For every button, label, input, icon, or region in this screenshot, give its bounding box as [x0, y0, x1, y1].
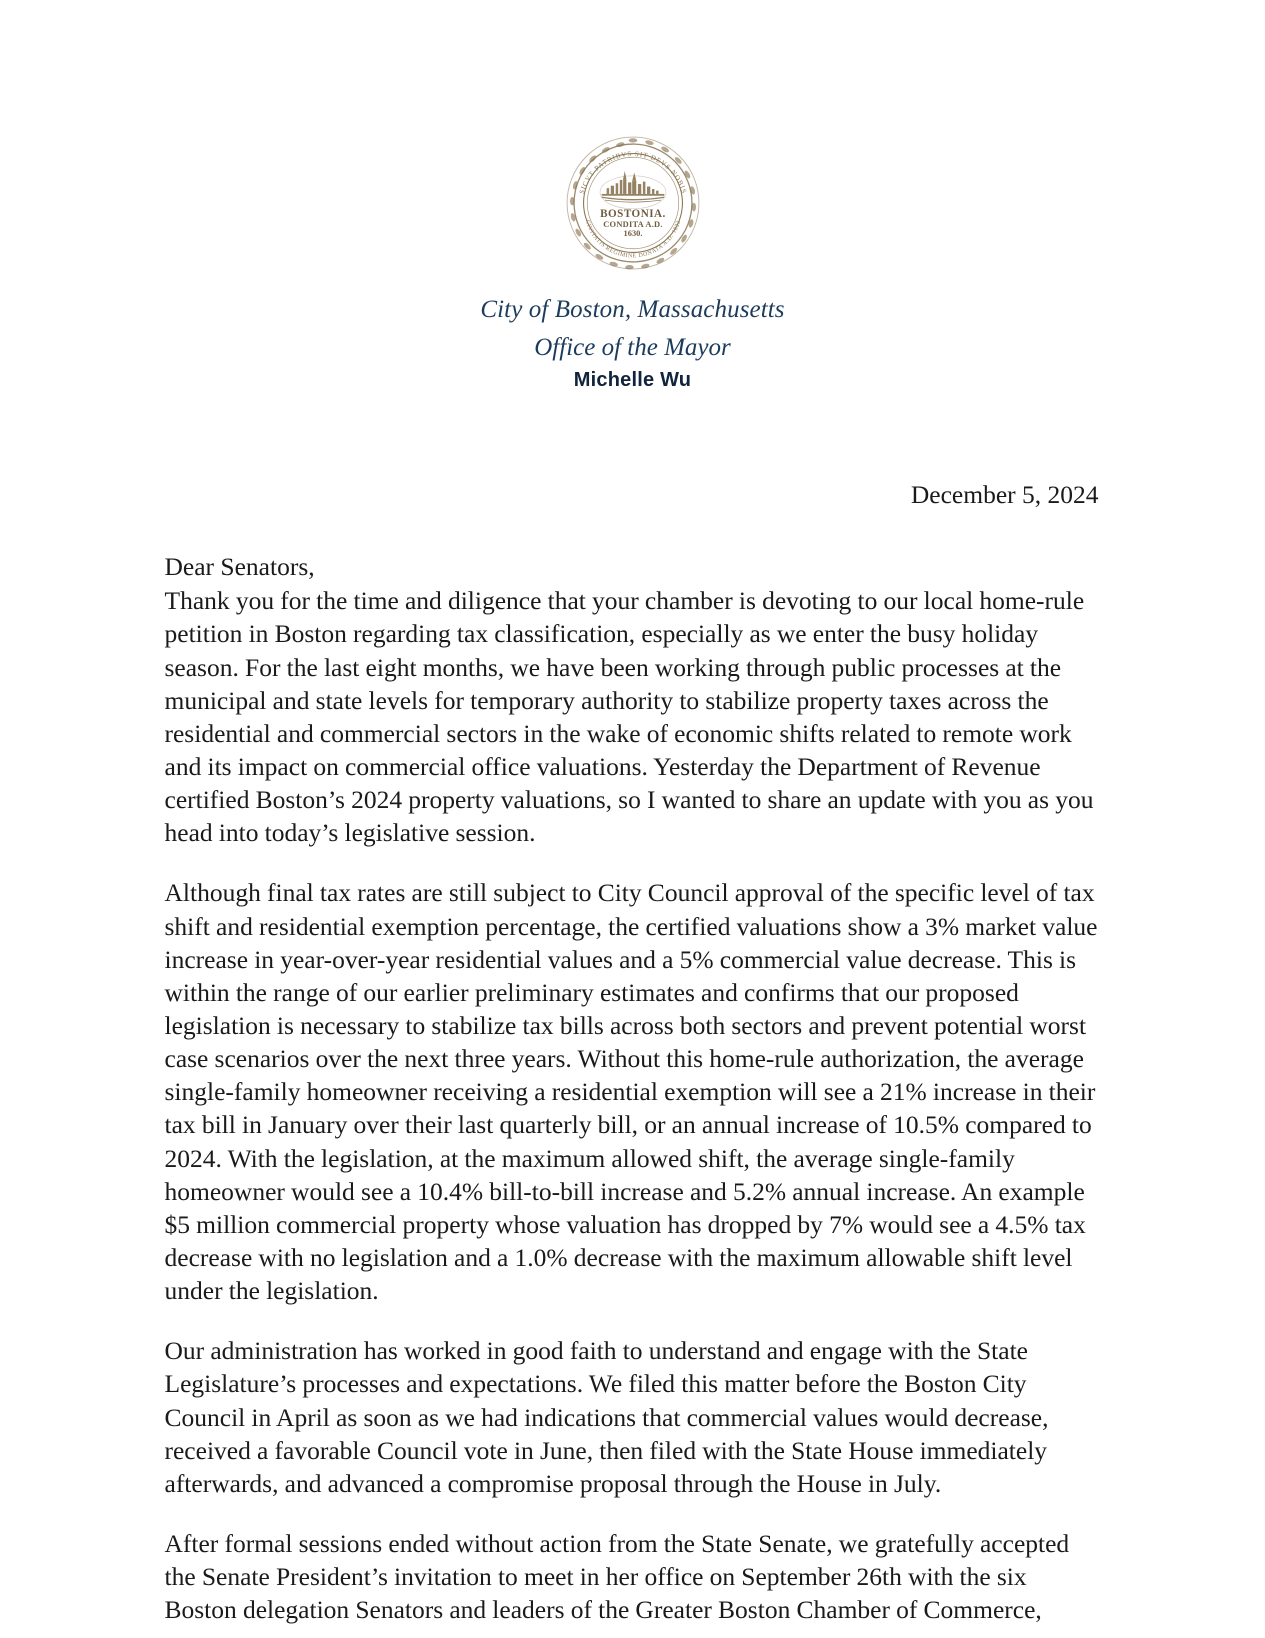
- letterhead: [0, 0, 1265, 392]
- letter-salutation: Dear Senators,: [164, 551, 315, 581]
- letter-paragraph: Thank you for the time and diligence that your chamber is devoting to our local home-rule petition in Boston regarding tax classification, especially as we enter the busy holiday season. For the last eight months, we have been working through public processes at the municipal and state levels for temporary authority to stabilize property taxes across the residential and commercial sectors in the wake of economic shifts related to remote work and its impact on commercial office valuations. Yesterday the Department of Revenue certified Boston’s 2024 property valuations, so I wanted to share an update with you as you head into today’s legislative session.: [164, 586, 1094, 848]
- letter-date: December 5, 2024: [910, 479, 1099, 509]
- letter-paragraph: Although final tax rates are still subject to City Council approval of the specific level of tax shift and residential exemption percentage, the certified valuations show a 3% market value increase in year-over-year residential values and a 5% commercial value decrease. This is within the range of our earlier preliminary estimates and confirms that our proposed legislation is necessary to stabilize tax bills across both sectors and prevent potential worst case scenarios over the next three years. Without this home-rule authorization, the average single-family homeowner receiving a residential exemption will see a 21% increase in their tax bill in January over their last quarterly bill, or an annual increase of 10.5% compared to 2024. With the legislation, at the maximum allowed shift, the average single-family homeowner would see a 10.4% bill-to-bill increase and 5.2% annual increase. An example $5 million commercial property whose valuation has dropped by 7% would see a 4.5% tax decrease with no legislation and a 1.0% decrease with the maximum allowable shift level under the legislation.: [164, 878, 1098, 1306]
- letter-paragraph: After formal sessions ended without action from the State Senate, we gratefully accepted the Senate President’s invitation to meet in her office on September 26th with the six Boston delegation Senators and leaders of the Greater Boston Chamber of Commerce,: [164, 1529, 1070, 1625]
- letterhead-office-line: Office of the Mayor: [534, 334, 731, 362]
- seal-center-line2: CONDITA A.D.: [602, 219, 663, 229]
- letterhead-mayor-name: Michelle Wu: [573, 368, 692, 391]
- letter-body: [163, 478, 1103, 1627]
- letter-paragraph: Our administration has worked in good faith to understand and engage with the State Legislature’s processes and expectations. We filed this matter before the Boston City Council in April as soon as we had indications that commercial values would decrease, received a favorable Council vote in June, then filed with the State House immediately afterwards, and advanced a compromise proposal through the House in July.: [164, 1336, 1049, 1498]
- seal-center-line1: BOSTONIA.: [599, 208, 666, 221]
- svg-text:SICVT PATRIBVS SIT DEVS NOBIS: SICVT PATRIBVS SIT DEVS NOBIS: [578, 150, 687, 195]
- letterhead-city-line: City of Boston, Massachusetts: [480, 296, 785, 323]
- boston-city-seal-icon: [550, 128, 716, 278]
- seal-center-line3: 1630.: [623, 228, 642, 238]
- svg-text:CIVITATIS REGIMINE DONATA A.D.: CIVITATIS REGIMINE DONATA A.D. 1822: [583, 219, 682, 260]
